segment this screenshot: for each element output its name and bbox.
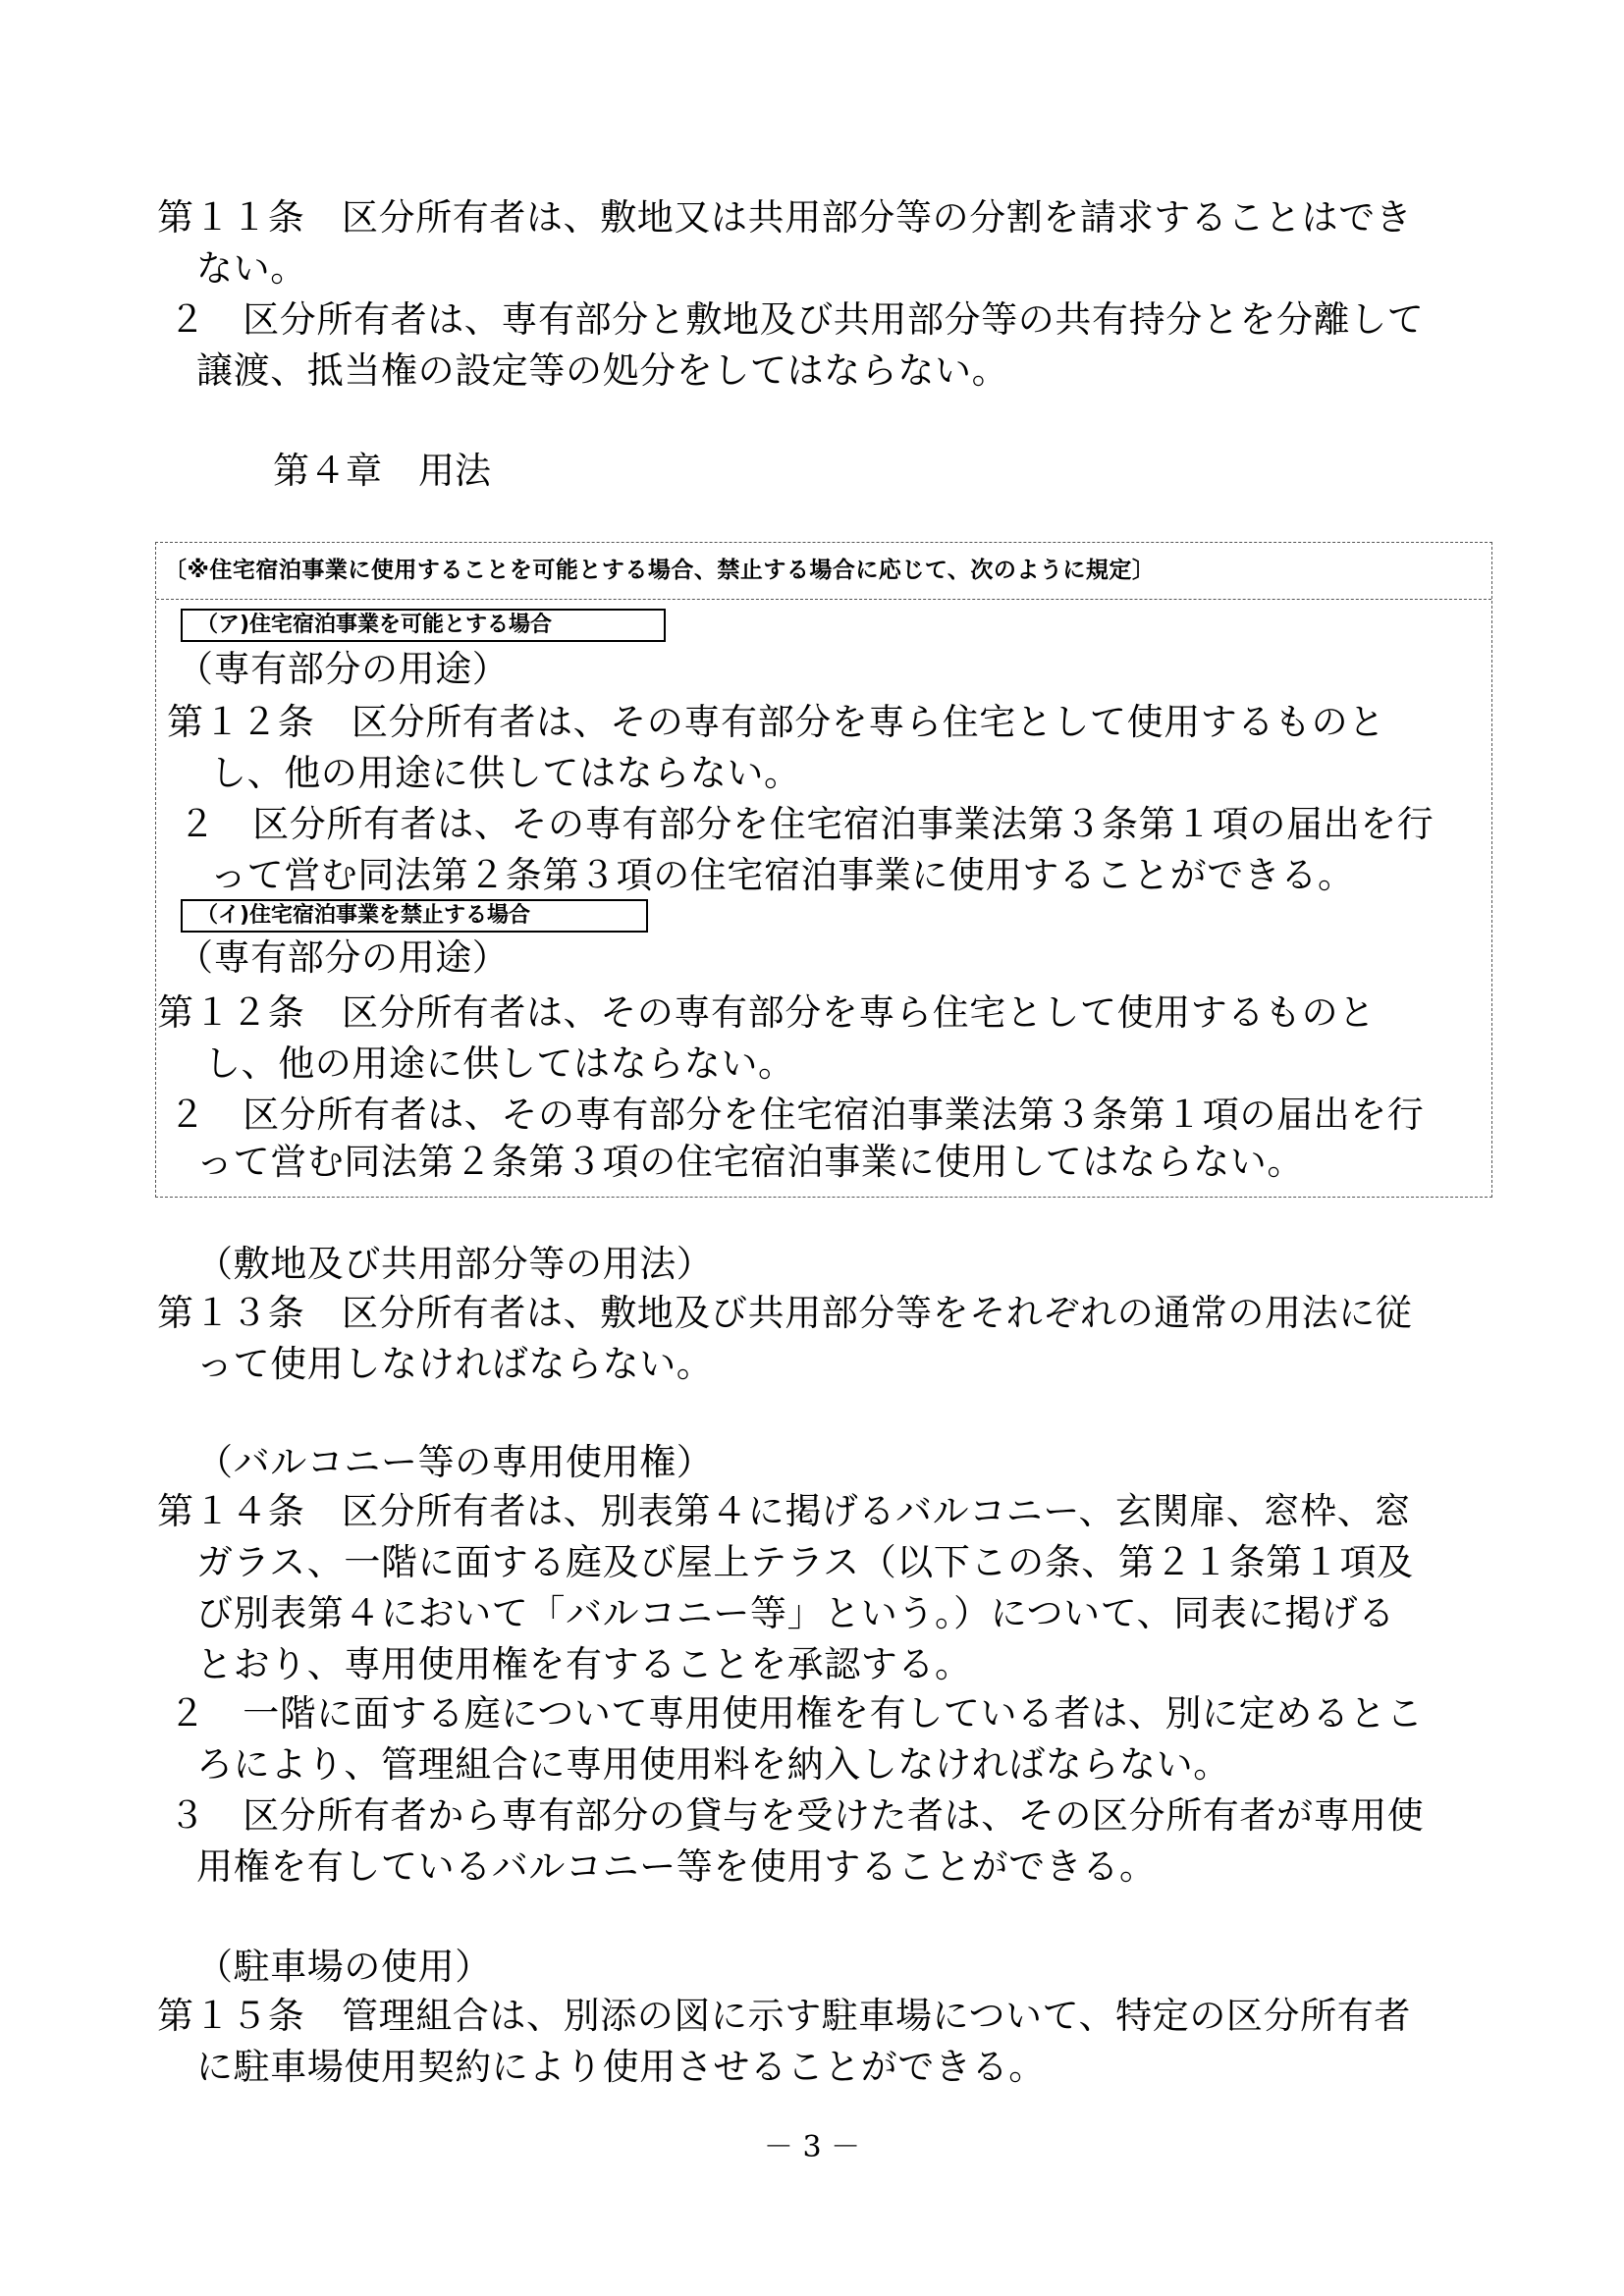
article-13-caption: （敷地及び共用部分等の用法） xyxy=(196,1243,714,1285)
article-14-para-2-line-1: ２ 一階に面する庭について専用使用権を有している者は、別に定めるとこ xyxy=(169,1692,1424,1735)
case-a-caption: （専有部分の用途） xyxy=(177,648,510,690)
article-14-line-3: び別表第４において「バルコニー等」という。）について、同表に掲げる xyxy=(196,1592,1395,1634)
article-14-line-1: 第１４条 区分所有者は、別表第４に掲げるバルコニー、玄関扉、窓枠、窓 xyxy=(157,1490,1411,1532)
article-15-line-1: 第１５条 管理組合は、別添の図に示す駐車場について、特定の区分所有者 xyxy=(157,1995,1411,2037)
article-11-para-2-line-1: ２ 区分所有者は、専有部分と敷地及び共用部分等の共有持分とを分離して xyxy=(169,298,1425,341)
article-14-line-2: ガラス、一階に面する庭及び屋上テラス（以下この条、第２１条第１項及 xyxy=(196,1541,1414,1583)
option-box-header: 〔※住宅宿泊事業に使用することを可能とする場合、禁止する場合に応じて、次のように規定〕 xyxy=(156,543,1491,600)
article-14-caption: （バルコニー等の専用使用権） xyxy=(196,1441,714,1483)
case-a-label: （ア)住宅宿泊事業を可能とする場合 xyxy=(181,609,666,642)
case-a-article-12-line-1: 第１２条 区分所有者は、その専有部分を専ら住宅として使用するものと xyxy=(167,701,1385,743)
article-14-line-4: とおり、専用使用権を有することを承認する。 xyxy=(196,1643,972,1685)
case-b-caption: （専有部分の用途） xyxy=(177,936,510,979)
article-15-line-2: に駐車場使用契約により使用させることができる。 xyxy=(196,2046,1046,2088)
case-b-article-12-line-2: し、他の用途に供してはならない。 xyxy=(204,1042,795,1085)
article-14-para-2-line-2: ろにより、管理組合に専用使用料を納入しなければならない。 xyxy=(196,1743,1230,1786)
article-11-para-2-line-2: 譲渡、抵当権の設定等の処分をしてはならない。 xyxy=(196,349,1009,392)
article-15-caption: （駐車場の使用） xyxy=(196,1946,492,1988)
case-b-article-12-line-1: 第１２条 区分所有者は、その専有部分を専ら住宅として使用するものと xyxy=(157,991,1376,1034)
page-number: － 3 － xyxy=(763,2130,861,2164)
article-13-line-2: って使用しなければならない。 xyxy=(196,1343,714,1385)
article-11-line-2: ない。 xyxy=(196,247,307,290)
chapter-heading: 第４章 用法 xyxy=(273,450,491,492)
article-14-para-3-line-2: 用権を有しているバルコニー等を使用することができる。 xyxy=(196,1845,1157,1888)
case-a-article-12-line-2: し、他の用途に供してはならない。 xyxy=(210,752,801,794)
case-b-para-2-line-2: って営む同法第２条第３項の住宅宿泊事業に使用してはならない。 xyxy=(196,1141,1304,1183)
case-b-para-2-line-1: ２ 区分所有者は、その専有部分を住宅宿泊事業法第３条第１項の届出を行 xyxy=(169,1094,1425,1136)
article-14-para-3-line-1: ３ 区分所有者から専有部分の貸与を受けた者は、その区分所有者が専用使 xyxy=(169,1794,1425,1837)
case-a-para-2-line-2: って営む同法第２条第３項の住宅宿泊事業に使用することができる。 xyxy=(210,854,1355,896)
article-11-line-1: 第１１条 区分所有者は、敷地又は共用部分等の分割を請求することはでき xyxy=(157,196,1413,239)
case-b-label: （イ)住宅宿泊事業を禁止する場合 xyxy=(181,899,648,933)
article-13-line-1: 第１３条 区分所有者は、敷地及び共用部分等をそれぞれの通常の用法に従 xyxy=(157,1292,1413,1334)
case-a-para-2-line-1: ２ 区分所有者は、その専有部分を住宅宿泊事業法第３条第１項の届出を行 xyxy=(179,803,1435,845)
